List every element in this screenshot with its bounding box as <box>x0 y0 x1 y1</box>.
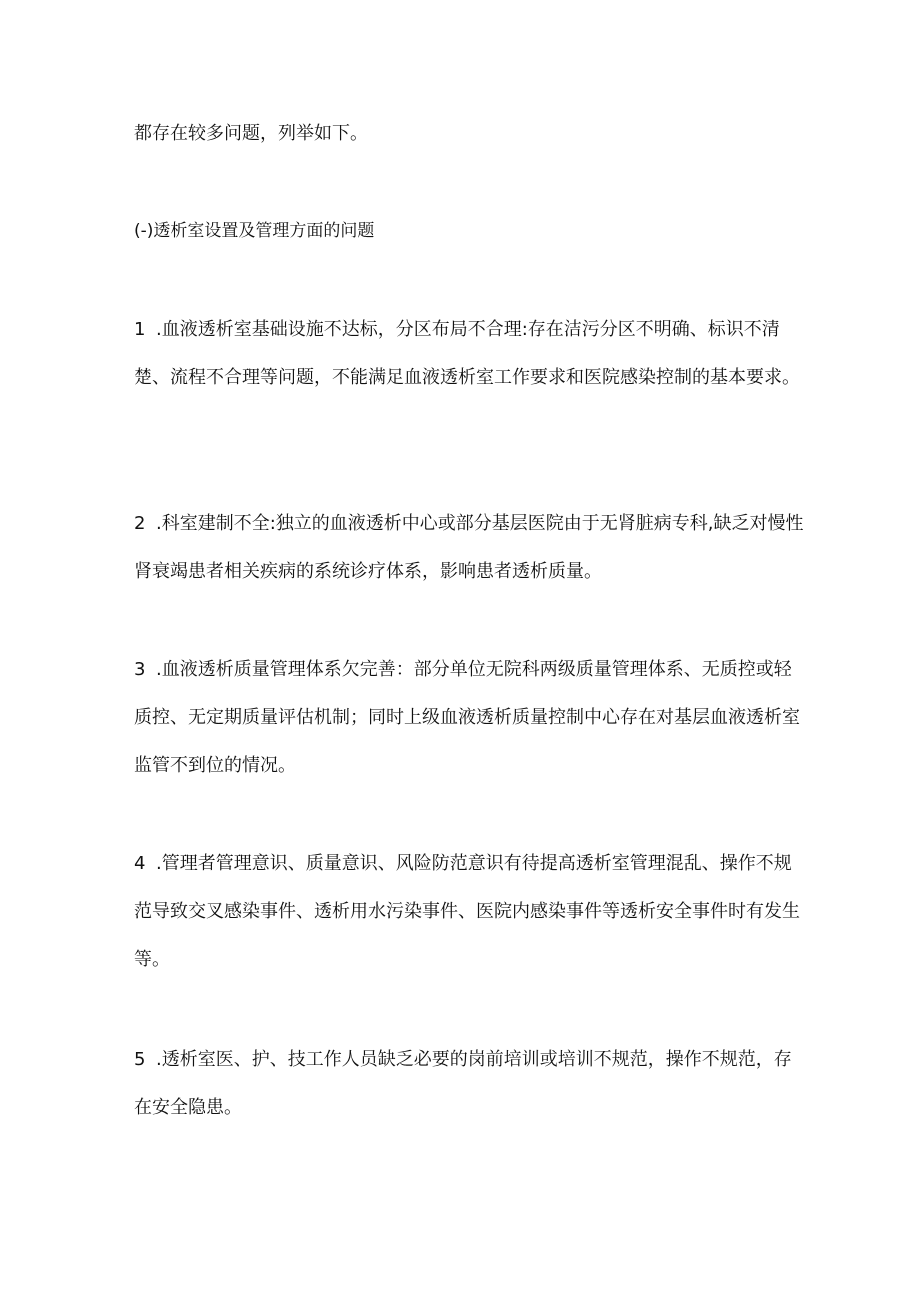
list-item <box>134 500 804 596</box>
item-number: 2 <box>134 513 146 534</box>
intro-line: 都存在较多问题，列举如下。 <box>134 123 368 144</box>
item-text: .血液透析室基础设施不达标，分区布局不合理:存在洁污分区不明确、标识不清楚、流程不合理等问题，不能满足血液透析室工作要求和医院感染控制的基本要求。 <box>134 319 800 388</box>
item-number: 3 <box>134 659 146 680</box>
item-text: .血液透析质量管理体系欠完善：部分单位无院科两级质量管理体系、无质控或轻质控、无定期质量评估机制；同时上级血液透析质量控制中心存在对基层血液透析室监管不到位的情况。 <box>134 659 800 776</box>
section-heading: (-)透析室设置及管理方面的问题 <box>134 221 375 241</box>
list-item <box>134 840 804 984</box>
item-text: .科室建制不全:独立的血液透析中心或部分基层医院由于无肾脏病专科,缺乏对慢性肾衰竭患者相关疾病的系统诊疗体系，影响患者透析质量。 <box>134 513 804 582</box>
item-number: 4 <box>134 853 146 874</box>
list-item <box>134 646 804 790</box>
list-item <box>134 1036 804 1132</box>
item-number: 5 <box>134 1049 146 1070</box>
item-number: 1 <box>134 319 146 340</box>
item-text: .透析室医、护、技工作人员缺乏必要的岗前培训或培训不规范，操作不规范，存在安全隐患。 <box>134 1049 792 1118</box>
item-text: .管理者管理意识、质量意识、风险防范意识有待提高透析室管理混乱、操作不规范导致交叉感染事件、透析用水污染事件、医院内感染事件等透析安全事件时有发生等。 <box>134 853 800 970</box>
list-item <box>134 306 804 402</box>
